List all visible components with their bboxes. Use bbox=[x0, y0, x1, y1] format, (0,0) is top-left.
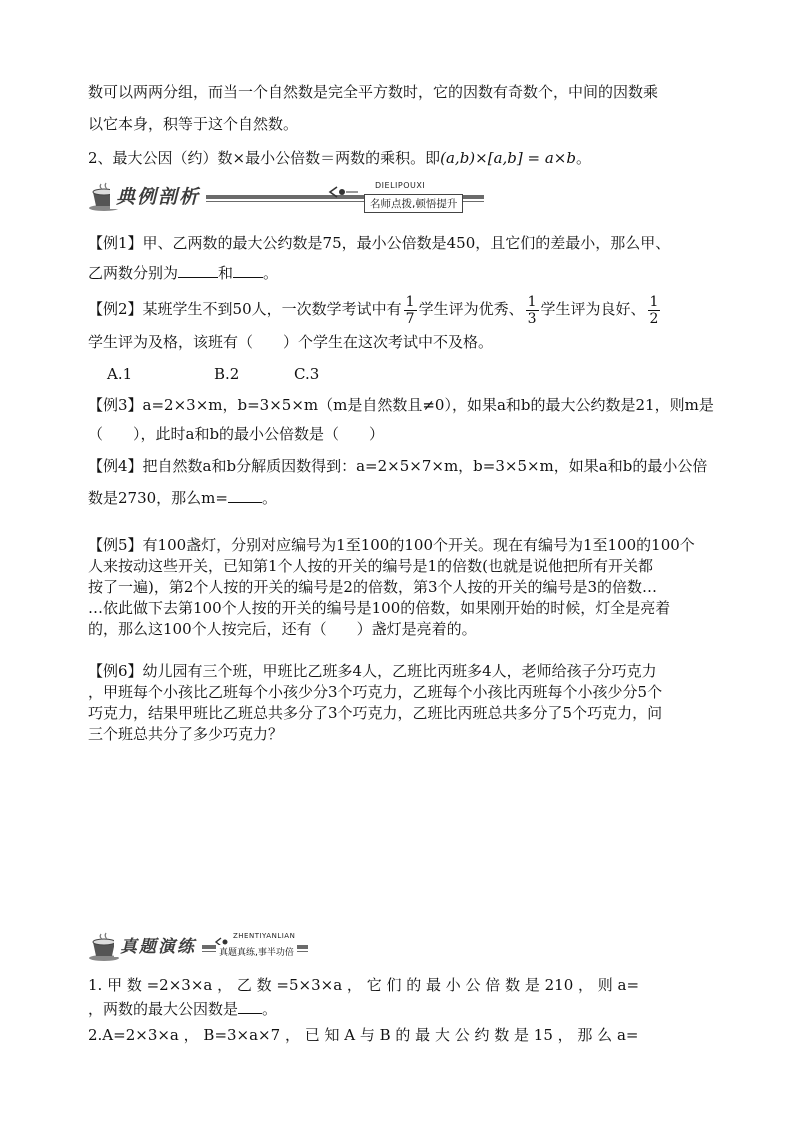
fraction-numerator: 1 bbox=[527, 293, 537, 310]
formula: (a,b)×[a,b] = a×b bbox=[440, 149, 576, 167]
example-3-line-2: （ ），此时a和b的最小公倍数是（ ） bbox=[88, 425, 385, 443]
option-b: B.2 bbox=[214, 365, 240, 383]
example-text: 学生评为优秀、 bbox=[418, 300, 524, 318]
fraction-numerator: 1 bbox=[649, 293, 659, 310]
example-text: 某班学生不到50人，一次数学考试中有 bbox=[142, 300, 402, 318]
example-6-line-3: 巧克力，结果甲班比乙班总共多分了3个巧克力，乙班比丙班总共多分了5个巧克力，问 bbox=[88, 704, 663, 722]
example-label: 【例3】 bbox=[88, 396, 143, 414]
example-5-line-1 bbox=[88, 535, 695, 555]
arrow-left-icon bbox=[328, 185, 358, 203]
intro-line-1: 数可以两两分组，而当一个自然数是完全平方数时，它的因数有奇数个，中间的因数乘 bbox=[88, 83, 659, 101]
example-text: 甲、乙两数的最大公约数是75，最小公倍数是450，且它们的差最小，那么甲、 bbox=[142, 234, 671, 252]
banner-subtitle: 真题真练,事半功倍 bbox=[216, 945, 297, 958]
example-4-line-2 bbox=[88, 488, 277, 508]
banner-title: 典例剖析 bbox=[110, 182, 206, 209]
example-5-line-3: 按了一遍)，第2个人按的开关的编号是2的倍数，第3个人按的开关的编号是3的倍数… bbox=[88, 578, 658, 596]
question-1-line-1: 1. 甲 数 =2×3×a ， 乙 数 =5×3×a ， 它 们 的 最 小 公 倍 数 是 210 ， 则 a= bbox=[88, 976, 640, 994]
example-label: 【例2】 bbox=[88, 300, 143, 318]
intro-line-3 bbox=[88, 148, 591, 168]
example-text: 和 bbox=[218, 264, 234, 282]
example-2-line-2: 学生评为及格，该班有（ ）个学生在这次考试中不及格。 bbox=[88, 333, 494, 351]
fraction-one-seventh bbox=[404, 294, 417, 327]
intro-line-2: 以它本身，积等于这个自然数。 bbox=[88, 115, 299, 133]
example-5-line-5: 的，那么这100个人按完后，还有（ ）盏灯是亮着的。 bbox=[88, 620, 477, 638]
answer-blank bbox=[228, 488, 262, 503]
question-2-line-1: 2.A=2×3×a ， B=3×a×7 ， 已 知 A 与 B 的 最 大 公 约 数 是 15 ， 那 么 a= bbox=[88, 1026, 639, 1044]
example-label: 【例1】 bbox=[88, 234, 143, 252]
banner-pinyin: ZHENTIYANLIAN bbox=[230, 932, 298, 940]
banner-title: 真题演练 bbox=[114, 932, 202, 957]
fraction-denominator: 7 bbox=[405, 310, 415, 327]
section-banner-examples bbox=[88, 180, 484, 214]
example-text: 把自然数a和b分解质因数得到：a=2×5×7×m，b=3×5×m，如果a和b的最小公倍 bbox=[142, 457, 708, 475]
example-text: a=2×3×m，b=3×5×m（m是自然数且≠0），如果a和b的最大公约数是21，则m是 bbox=[142, 396, 714, 414]
fraction-one-third bbox=[526, 294, 539, 327]
example-6-line-1 bbox=[88, 661, 657, 681]
banner-pinyin: DIELIPOUXI bbox=[372, 181, 428, 190]
fraction-denominator: 3 bbox=[527, 310, 537, 327]
example-text: 数是2730，那么m= bbox=[88, 489, 228, 507]
example-text: 乙两数分别为 bbox=[88, 264, 179, 282]
example-4-line-1 bbox=[88, 456, 707, 476]
option-c: C.3 bbox=[294, 365, 320, 383]
example-text: 学生评为良好、 bbox=[540, 300, 646, 318]
example-6-line-4: 三个班总共分了多少巧克力？ bbox=[88, 725, 284, 743]
section-banner-practice bbox=[88, 930, 308, 964]
example-1-line-2 bbox=[88, 263, 278, 283]
example-label: 【例6】 bbox=[88, 662, 143, 680]
question-text: ，两数的最大公因数是 bbox=[88, 1000, 239, 1018]
example-3-line-1 bbox=[88, 395, 714, 415]
intro-line-3-end: 。 bbox=[575, 149, 591, 167]
example-5-line-4: …依此做下去第100个人按的开关的编号是100的倍数，如果刚开始的时候，灯全是亮着 bbox=[88, 599, 671, 617]
answer-blank bbox=[178, 263, 218, 278]
intro-line-3-text: 2、最大公因（约）数×最小公倍数＝两数的乘积。即 bbox=[88, 149, 441, 167]
example-text: 。 bbox=[261, 489, 277, 507]
example-label: 【例4】 bbox=[88, 457, 143, 475]
example-text: 。 bbox=[263, 264, 279, 282]
example-text: 有100盏灯，分别对应编号为1至100的100个开关。现在有编号为1至100的100个 bbox=[142, 536, 695, 554]
fraction-one-half bbox=[648, 294, 661, 327]
example-2-line-1 bbox=[88, 292, 662, 327]
fraction-denominator: 2 bbox=[649, 310, 659, 327]
answer-blank bbox=[233, 263, 263, 278]
option-a: A.1 bbox=[107, 365, 133, 383]
example-text: 幼儿园有三个班，甲班比乙班多4人，乙班比丙班多4人，老师给孩子分巧克力 bbox=[142, 662, 657, 680]
question-1-line-2 bbox=[88, 999, 277, 1019]
fraction-numerator: 1 bbox=[405, 293, 415, 310]
example-1-line-1 bbox=[88, 233, 670, 253]
question-text: 。 bbox=[262, 1000, 278, 1018]
example-6-line-2: ，甲班每个小孩比乙班每个小孩少分3个巧克力，乙班每个小孩比丙班每个小孩少分5个 bbox=[88, 683, 663, 701]
example-5-line-2: 人来按动这些开关，已知第1个人按的开关的编号是1的倍数(也就是说他把所有开关都 bbox=[88, 557, 653, 575]
example-label: 【例5】 bbox=[88, 536, 143, 554]
banner-subtitle: 名师点拨,顿悟提升 bbox=[364, 194, 463, 213]
answer-blank bbox=[238, 999, 262, 1014]
